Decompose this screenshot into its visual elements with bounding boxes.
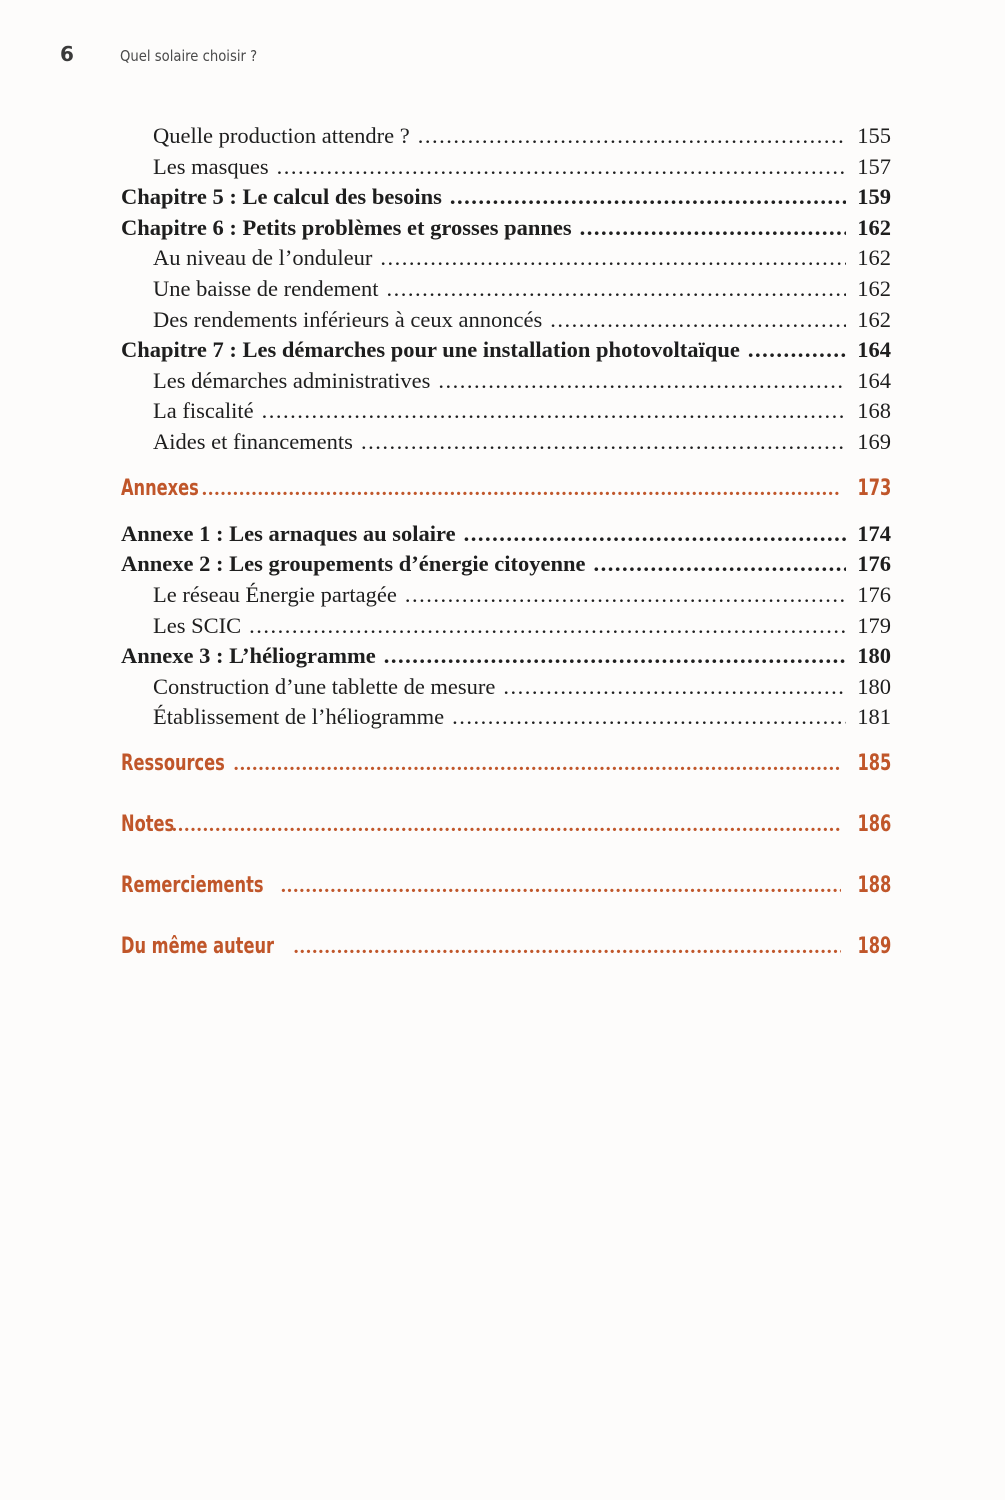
toc-entry-sub [121, 611, 891, 642]
toc-entry-sub [121, 672, 891, 703]
toc-entry-page-number: 164 [857, 337, 891, 363]
dot-leader [202, 459, 841, 520]
toc-entry-page-number: 176 [857, 551, 891, 577]
toc-entry-page-number: 181 [857, 704, 891, 730]
toc-entry-label: Au niveau de l’onduleur [153, 245, 373, 271]
page-number: 6 [60, 42, 74, 66]
toc-entry-page-number: 186 [857, 812, 891, 838]
toc-entry-label: La fiscalité [153, 398, 254, 424]
dot-leader [294, 917, 841, 978]
toc-entry-page-number: 162 [857, 306, 891, 332]
dot-leader [418, 121, 846, 152]
toc-entry-page-number: 189 [857, 934, 891, 960]
toc-entry-sub [121, 427, 891, 458]
dot-leader [550, 305, 846, 336]
dot-leader [580, 213, 846, 244]
toc-entry-label: Quelle production attendre ? [153, 123, 410, 148]
toc-entry-page-number: 169 [857, 428, 891, 454]
toc-entry-sub [121, 121, 891, 152]
toc-entry-chapter [121, 213, 891, 244]
toc-entry-page-number: 179 [857, 612, 891, 638]
toc-entry-chapter [121, 335, 891, 366]
toc-entry-label: Notes [121, 812, 175, 838]
toc-entry-label: Remerciements [121, 873, 264, 899]
toc-entry-page-number: 188 [857, 873, 891, 899]
dot-leader [172, 795, 841, 856]
toc-entry-chapter [121, 549, 891, 580]
toc-entry-chapter [121, 182, 891, 213]
toc-entry-chapter [121, 519, 891, 550]
toc-entry-label: Établissement de l’héliogramme [153, 704, 445, 730]
toc-entry-label: Annexes [121, 475, 199, 501]
toc-entry-label: Une baisse de rendement [153, 275, 379, 301]
dot-leader [503, 672, 846, 703]
toc-entry-page-number: 176 [857, 581, 891, 607]
toc-entry-label: Les SCIC [153, 612, 242, 638]
dot-leader [450, 182, 846, 213]
toc-entry-sub [121, 366, 891, 397]
toc-entry-label: Annexe 2 : Les groupements d’énergie citoyenne [121, 551, 586, 577]
toc-entry-page-number: 168 [857, 398, 891, 424]
toc-entry-label: Annexe 1 : Les arnaques au solaire [121, 520, 456, 546]
dot-leader [361, 427, 846, 458]
toc-entry-page-number: 173 [857, 475, 891, 501]
toc-entry-chapter [121, 641, 891, 672]
dot-leader [387, 274, 846, 305]
toc-entry-page-number: 185 [857, 750, 891, 776]
toc-entry-sub [121, 243, 891, 274]
toc-entry-page-number: 157 [857, 153, 891, 179]
book-title: Quel solaire choisir ? [120, 47, 258, 65]
toc-entry-section [121, 794, 891, 855]
toc-entry-page-number: 174 [857, 520, 891, 546]
toc-entry-page-number: 162 [857, 245, 891, 271]
dot-leader [262, 396, 846, 427]
toc-entry-sub [121, 580, 891, 611]
dot-leader [405, 580, 846, 611]
dot-leader [384, 641, 846, 672]
toc-entry-label: Chapitre 6 : Petits problèmes et grosses pannes [121, 214, 572, 240]
toc-entry-sub [121, 396, 891, 427]
dot-leader [281, 856, 841, 917]
dot-leader [438, 366, 846, 397]
dot-leader [748, 335, 846, 366]
toc-entry-label: Des rendements inférieurs à ceux annoncés [153, 306, 543, 332]
toc-entry-page-number: 164 [857, 367, 891, 393]
toc-entry-sub [121, 702, 891, 733]
toc-entry-page-number: 159 [857, 184, 891, 210]
toc-entry-label: Ressources [121, 750, 225, 776]
toc-entry-section [121, 916, 891, 977]
dot-leader [249, 611, 846, 642]
running-head [60, 42, 276, 72]
dot-leader [594, 549, 846, 580]
toc-entry-label: Les masques [153, 153, 269, 179]
dot-leader [452, 702, 846, 733]
toc-entry-page-number: 180 [857, 643, 891, 669]
dot-leader [234, 734, 841, 795]
toc-entry-label: Chapitre 5 : Le calcul des besoins [121, 184, 442, 210]
toc-entry-label: Annexe 3 : L’héliogramme [121, 643, 376, 669]
dot-leader [277, 152, 846, 183]
toc-entry-label: Construction d’une tablette de mesure [153, 673, 496, 699]
toc-entry-page-number: 162 [857, 275, 891, 301]
toc-entry-section [121, 458, 891, 519]
toc-entry-page-number: 180 [857, 673, 891, 699]
toc-entry-label: Chapitre 7 : Les démarches pour une installation photovoltaïque [121, 337, 740, 363]
dot-leader [464, 519, 846, 550]
toc-entry-section [121, 855, 891, 916]
toc-entry-label: Les démarches administratives [153, 367, 431, 393]
toc-entry-sub [121, 274, 891, 305]
toc-entry-label: Du même auteur [121, 934, 275, 960]
toc-entry-section [121, 733, 891, 794]
toc-entry-sub [121, 152, 891, 183]
toc-entry-page-number: 162 [857, 214, 891, 240]
toc-entry-page-number: 155 [857, 123, 891, 148]
toc-entry-label: Le réseau Énergie partagée [153, 581, 397, 607]
table-of-contents [121, 121, 891, 978]
toc-entry-label: Aides et financements [153, 428, 353, 454]
toc-entry-sub [121, 305, 891, 336]
dot-leader [380, 243, 846, 274]
